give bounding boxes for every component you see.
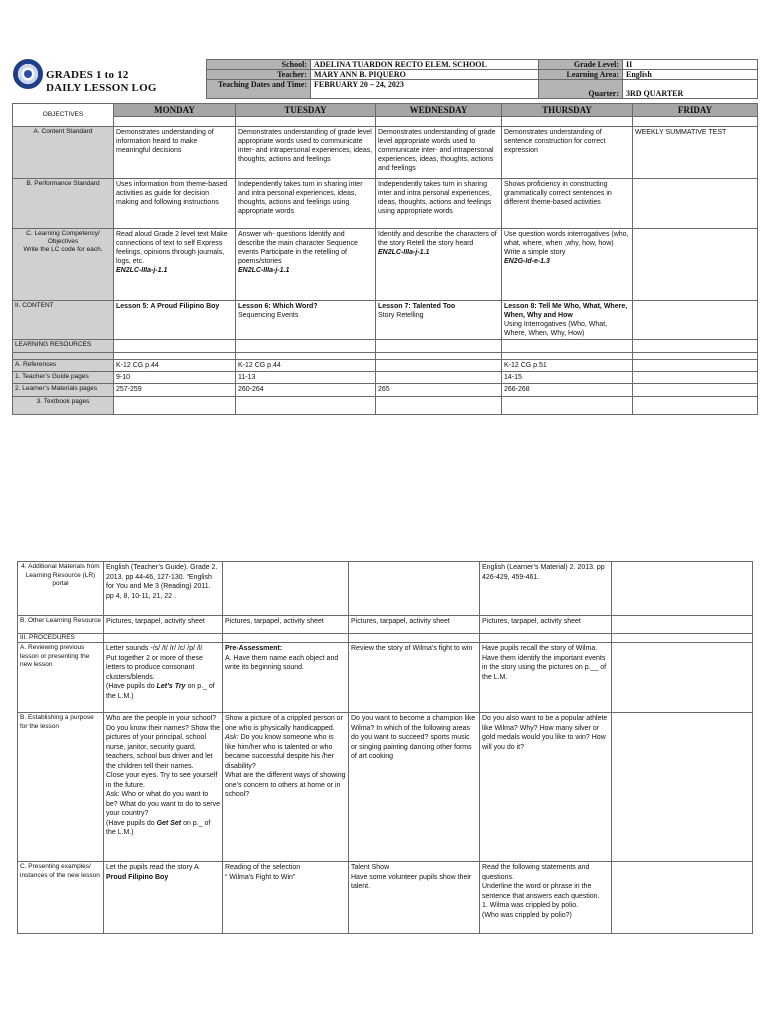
presenting-row — [18, 862, 753, 934]
pur-thu: Do you also want to be a popular athlete like Wilma? Why? How many silver or gold medals would you like to win? How will you do it? — [480, 713, 612, 862]
resources-row — [13, 340, 758, 353]
comp-thu-text: Use question words interrogatives (who, what, where, when ,why, how, how) Write a simple story — [504, 231, 629, 256]
content-tue-title: Lesson 6: Which Word? — [238, 303, 318, 310]
ps-mon: Uses information from theme-based activities as guide for decision making and following instructions — [114, 179, 236, 229]
content-wed — [376, 301, 502, 340]
rev-mon — [104, 643, 223, 713]
content-thu — [502, 301, 633, 340]
procedures-row — [18, 634, 753, 643]
pur-tue-l3: What are the different ways of showing one’s concern to others at home or in school? — [225, 772, 346, 798]
reviewing-label: A. Reviewing previous lesson or presenting the new lesson — [18, 643, 104, 713]
deped-seal-icon — [13, 59, 43, 89]
grade-label: Grade Level: — [539, 60, 623, 70]
day-friday: FRIDAY — [633, 104, 758, 117]
tg-mon: 9-10 — [114, 372, 236, 384]
comp-mon-code: EN2LC-IIIa-j-1.1 — [116, 267, 168, 274]
add-thu: English (Learner’s Material) 2. 2013. pp 426-429, 459-461. — [480, 562, 612, 616]
area-value: English — [623, 70, 758, 80]
comp-thu-code: EN2G-Id-e-1.3 — [504, 258, 550, 265]
performance-standard-row — [13, 179, 758, 229]
pre-wed-l2: Have some volunteer pupils show their talent. — [351, 873, 472, 890]
ref-mon: K-12 CG p.44 — [114, 360, 236, 372]
other-wed: Pictures, tarpapel, activity sheet — [349, 616, 480, 634]
comp-tue — [236, 229, 376, 301]
content-row — [13, 301, 758, 340]
ps-wed: Independently takes turn in sharing inter and intra personal experiences, ideas, thoughts, actions and feelings using appropriate words — [376, 179, 502, 229]
tg-pages-label: 1. Teacher’s Guide pages — [13, 372, 114, 384]
cs-mon: Demonstrates understanding of information heard to make meaningful decisions — [114, 127, 236, 179]
day-tuesday: TUESDAY — [236, 104, 376, 117]
reviewing-row — [18, 643, 753, 713]
competency-label-cell — [13, 229, 114, 301]
ps-thu: Shows proficiency in constructing grammatically correct sentences in different theme-based activities — [502, 179, 633, 229]
day-wednesday: WEDNESDAY — [376, 104, 502, 117]
pur-tue — [223, 713, 349, 862]
competency-sublabel: Write the LC code for each. — [23, 246, 103, 253]
pre-mon-title: Proud Filipino Boy — [106, 873, 169, 881]
cs-tue: Demonstrates understanding of grade level appropriate words used to communicate inter- and intrapersonal experiences, ideas, thoughts, actions and feelings — [236, 127, 376, 179]
resources-label: LEARNING RESOURCES — [13, 340, 114, 353]
lm-pages-label: 2. Learner’s Materials pages — [13, 384, 114, 397]
pre-thu-l4: (Who was crippled by polio?) — [482, 911, 572, 919]
grade-value: II — [623, 60, 758, 70]
cs-thu: Demonstrates understanding of sentence construction for correct expression — [502, 127, 633, 179]
rev-tue — [223, 643, 349, 713]
rev-thu: Have pupils recall the story of Wilma. Have them identify the important events in the story using the pictures on p.__ of the L.M. — [480, 643, 612, 713]
pre-tue — [223, 862, 349, 934]
rev-mon-l2: Put together 2 or more of these letters to produce consonant clusters/blends. — [106, 654, 203, 681]
comp-wed — [376, 229, 502, 301]
pur-tue-l1: Show a picture of a crippled person or one who is physically handicapped. — [225, 715, 343, 732]
comp-wed-text: Identify and describe the characters of the story Retell the story heard — [378, 231, 497, 247]
content-standard-label: A. Content Standard — [13, 127, 114, 179]
comp-mon — [114, 229, 236, 301]
procedures-label: III. PROCEDURES — [18, 634, 104, 643]
pre-thu-l3: 1. Wilma was crippled by polio. — [482, 902, 579, 909]
presenting-label: C. Presenting examples/ instances of the new lesson — [18, 862, 104, 934]
teacher-value: MARY ANN B. PIQUERO — [311, 70, 539, 80]
other-resources-row — [18, 616, 753, 634]
additional-label: 4. Additional Materials from Learning Resource (LR) portal — [18, 562, 104, 616]
lm-pages-row — [13, 384, 758, 397]
comp-mon-text: Read aloud Grade 2 level text Make connections of text to self Express feelings, opinions through journals, logs, etc. — [116, 231, 228, 265]
title-dll: DAILY LESSON LOG — [46, 82, 157, 94]
comp-wed-code: EN2LC-IIIa-j-1.1 — [378, 249, 430, 256]
rev-mon-l3: (Have pupils do Let’s Try on p._ of the L.M.) — [106, 683, 215, 700]
ps-tue: Independently takes turn in sharing inter and intra personal experiences, ideas, thoughts, actions and feelings using appropriate words — [236, 179, 376, 229]
pre-thu — [480, 862, 612, 934]
dates-value: FEBRUARY 20 – 24, 2023 — [311, 80, 539, 99]
pur-mon-l4: (Have pupils do Get Set on p._ of the L.M.) — [106, 819, 211, 836]
cs-wed: Demonstrates understanding of grade level appropriate words used to communicate inter- and intrapersonal experiences, ideas, thoughts, actions and feelings — [376, 127, 502, 179]
pre-wed-l1: Talent Show — [351, 864, 390, 871]
pre-mon — [104, 862, 223, 934]
comp-tue-text: Answer wh- questions Identify and describe the main character Sequence events Participate in the retelling of poems/stories — [238, 231, 358, 265]
content-wed-title: Lesson 7: Talented Too — [378, 303, 456, 310]
info-table — [206, 59, 758, 99]
lm-thu: 266-268 — [502, 384, 633, 397]
pre-thu-l2: Underline the word or phrase in the sentence that answers each question. — [482, 883, 600, 900]
pur-tue-l2: Ask: Do you know someone who is like him/her who is talented or who became successful despite his /her disability? — [225, 734, 334, 770]
rev-mon-l1: Letter sounds -/s/ /t/ /r/ /c/ /p/ /l/ — [106, 645, 203, 652]
other-tue: Pictures, tarpapel, activity sheet — [223, 616, 349, 634]
lesson-log-page-1 — [12, 59, 757, 415]
content-tue — [236, 301, 376, 340]
pre-thu-l1: Read the following statements and questions. — [482, 864, 590, 881]
cs-fri: WEEKLY SUMMATIVE TEST — [633, 127, 758, 179]
lesson-log-page-2 — [17, 561, 752, 934]
add-mon: English (Teacher’s Guide). Grade 2. 2013. pp 44-46, 127-130. “English for You and Me 3 (Reading) 2011. pp 4, 8, 10-11, 21, 22 . — [104, 562, 223, 616]
pur-mon-l1: Who are the people in your school? Do you know their names? Show the pictures of your principal, school nurse, janitor, security guard, teachers, school bus driver and let the children tell their names. — [106, 715, 221, 770]
day-monday: MONDAY — [114, 104, 236, 117]
purpose-row — [18, 713, 753, 862]
competency-label: C. Learning Competency/ Objectives — [26, 230, 100, 245]
lm-mon: 257-259 — [114, 384, 236, 397]
textbook-row — [13, 397, 758, 415]
other-thu: Pictures, tarpapel, activity sheet — [480, 616, 612, 634]
objectives-table — [12, 103, 758, 415]
rev-tue-title: Pre-Assessment: — [225, 645, 283, 652]
comp-tue-code: EN2LC-IIIa-j-1.1 — [238, 267, 290, 274]
other-mon: Pictures, tarpapel, activity sheet — [104, 616, 223, 634]
dates-label: Teaching Dates and Time: — [207, 80, 311, 99]
competency-row — [13, 229, 758, 301]
content-wed-text: Story Retelling — [378, 312, 424, 319]
pur-wed: Do you want to become a champion like Wilma? In which of the following areas do you want to succeed? sports music or singing painting dancing other forms of art cooking — [349, 713, 480, 862]
references-row — [13, 360, 758, 372]
quarter-label: Quarter: — [539, 80, 623, 99]
ref-tue: K-12 CG p.44 — [236, 360, 376, 372]
content-standard-row — [13, 127, 758, 179]
pre-wed — [349, 862, 480, 934]
header — [12, 59, 757, 103]
performance-standard-label: B. Performance Standard — [13, 179, 114, 229]
tg-tue: 11-13 — [236, 372, 376, 384]
content-tue-text: Sequencing Events — [238, 312, 299, 319]
rev-wed: Review the story of Wilma’s fight to win — [349, 643, 480, 713]
content-thu-text: Using Interrogatives (Who, What, Where, When, Why, How) — [504, 321, 608, 337]
day-thursday: THURSDAY — [502, 104, 633, 117]
rev-tue-text: A. Have them name each object and write its beginning sound. — [225, 654, 339, 671]
other-label: B. Other Learning Resource — [18, 616, 104, 634]
ref-thu: K-12 CG p.51 — [502, 360, 633, 372]
tg-thu: 14-15 — [502, 372, 633, 384]
area-label: Learning Area: — [539, 70, 623, 80]
pur-mon-l3: Ask: Who or what do you want to be? What do you want to do to serve your country? — [106, 791, 221, 817]
content-thu-title: Lesson 8: Tell Me Who, What, Where, When, Why and How — [504, 303, 628, 319]
procedures-table — [17, 561, 753, 934]
comp-thu — [502, 229, 633, 301]
quarter-value: 3RD QUARTER — [623, 80, 758, 99]
references-label: A. References — [13, 360, 114, 372]
pur-mon-l2: Close your eyes. Try to see yourself in the future. — [106, 772, 218, 789]
teacher-label: Teacher: — [207, 70, 311, 80]
title-grades: GRADES 1 to 12 — [46, 69, 129, 81]
pre-mon-text: Let the pupils read the story A — [106, 864, 199, 871]
objectives-label: OBJECTIVES — [13, 104, 114, 127]
pre-tue-l2: “ Wilma’s Fight to Win” — [225, 873, 296, 881]
content-label: II. CONTENT — [13, 301, 114, 340]
content-mon: Lesson 5: A Proud Filipino Boy — [114, 301, 236, 340]
pur-mon — [104, 713, 223, 862]
additional-row — [18, 562, 753, 616]
tg-pages-row — [13, 372, 758, 384]
pre-tue-l1: Reading of the selection — [225, 864, 301, 871]
lm-wed: 265 — [376, 384, 502, 397]
lm-tue: 260-264 — [236, 384, 376, 397]
purpose-label: B. Establishing a purpose for the lesson — [18, 713, 104, 862]
textbook-label: 3. Textbook pages — [13, 397, 114, 415]
school-value: ADELINA TUARDON RECTO ELEM. SCHOOL — [311, 60, 539, 70]
school-label: School: — [207, 60, 311, 70]
